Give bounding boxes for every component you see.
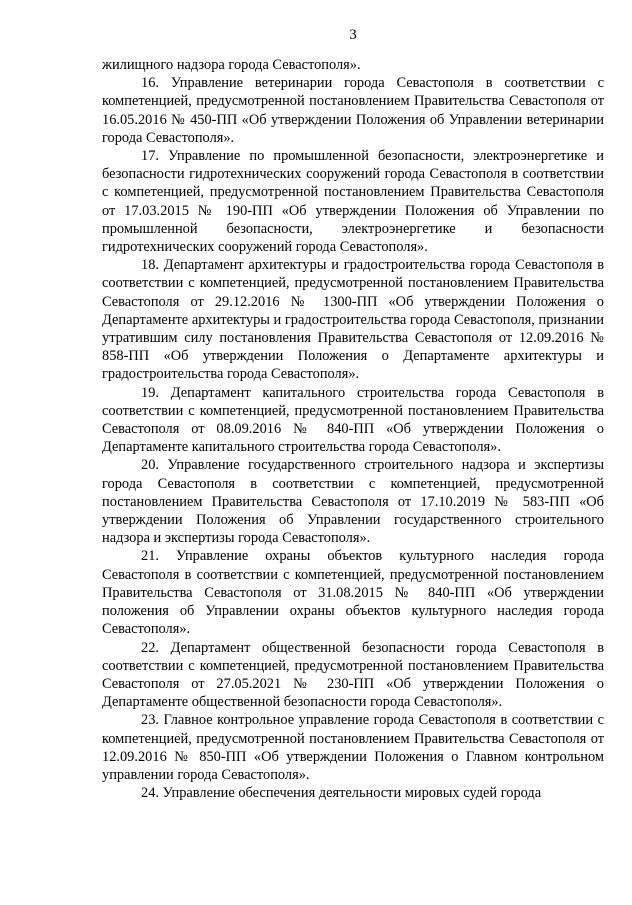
- paragraph-item-16: 16. Управление ветеринарии города Севастополя в соответствии с компетенцией, предусмотренной постановлением Правительства Севастополя от 16.05.2016 № 450-ПП «Об утверждении Положения об Управлении ветеринарии города Севастополя».: [102, 75, 604, 146]
- page-number: 3: [349, 27, 357, 43]
- paragraph-continuation: жилищного надзора города Севастополя».: [102, 57, 361, 73]
- paragraph-item-22: 22. Департамент общественной безопасности города Севастополя в соответствии с компетенцией, предусмотренной постановлением Правительства Севастополя от 27.05.2021 № 230-ПП «Об утверждении Положения о Департаменте общественной безопасности города Севастополя».: [102, 639, 604, 711]
- paragraph-item-21: 21. Управление охраны объектов культурного наследия города Севастополя в соответствии с компетенцией, предусмотренной постановлением Правительства Севастополя от 31.08.2015 № 840-ПП «Об утверждении положения об Управлении охраны объектов культурного наследия города Севастополя».: [102, 548, 604, 638]
- document-body: [102, 56, 604, 802]
- paragraph-item-23: 23. Главное контрольное управление города Севастополя в соответствии с компетенцией, предусмотренной постановлением Правительства Севастополя от 12.09.2016 № 850-ПП «Об утверждении Положения о Главном контрольном управлении города Севастополя».: [102, 712, 604, 783]
- paragraph-item-19: 19. Департамент капитального строительства города Севастополя в соответствии с компетенцией, предусмотренной постановлением Правительства Севастополя от 08.09.2016 № 840-ПП «Об утверждении Положения о Департаменте капитального строительства города Севастополя».: [102, 384, 604, 456]
- paragraph-item-18: 18. Департамент архитектуры и градостроительства города Севастополя в соответствии с компетенцией, предусмотренной постановлением Правительства Севастополя от 29.12.2016 № 1300-ПП «Об утверждении Положения о Департаменте архитектуры и градостроительства города Севастополя, признании утратившим силу постановления Правительства Севастополя от 12.09.2016 № 858-ПП «Об утверждении Положения о Департаменте архитектуры и градостроительства города Севастополя».: [102, 257, 604, 383]
- paragraph-item-24: 24. Управление обеспечения деятельности мировых судей города: [141, 785, 542, 802]
- paragraph-item-17: 17. Управление по промышленной безопасности, электроэнергетике и безопасности гидротехнических сооружений города Севастополя в соответствии с компетенцией, предусмотренной постановлением Правительства Севастополя от 17.03.2015 № 190-ПП «Об утверждении Положения об Управлении по промышленной безопасности, электроэнергетике и безопасности гидротехнических сооружений города Севастополя».: [102, 148, 604, 256]
- paragraph-item-20: 20. Управление государственного строительного надзора и экспертизы города Севастополя в соответствии с компетенцией, предусмотренной постановлением Правительства Севастополя от 17.10.2019 № 583-ПП «Об утверждении Положения об Управлении государственного строительного надзора и экспертизы города Севастополя».: [102, 457, 604, 547]
